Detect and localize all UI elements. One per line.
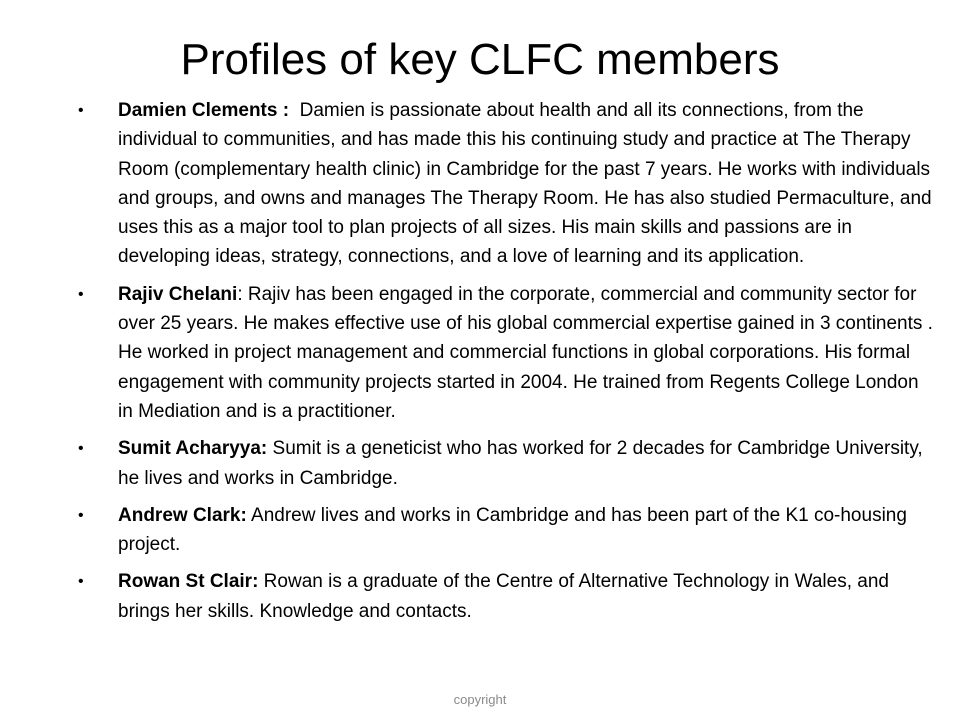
member-description: : Rajiv has been engaged in the corporate, commercial and community sector for over 25 years. He makes effective use of his global commercial expertise gained in 3 continents . He worked in project management and commercial functions in global corporations. His formal engagement with community projects started in 2004. He trained from Regents College London in Mediation and is a practitioner. bbox=[118, 283, 933, 422]
member-profile-rowan-st-clair bbox=[78, 567, 938, 626]
bullet-icon: • bbox=[78, 102, 84, 119]
member-name: Rowan St Clair: bbox=[118, 571, 259, 593]
member-name: Andrew Clark: bbox=[118, 504, 247, 526]
member-description: Rowan is a graduate of the Centre of Alternative Technology in Wales, and brings her skills. Knowledge and contacts. bbox=[118, 571, 889, 622]
member-name: Damien Clements : bbox=[118, 100, 290, 121]
member-profile-list bbox=[78, 96, 938, 634]
member-profile-rajiv-chelani bbox=[78, 280, 938, 426]
member-name: Sumit Acharyya: bbox=[118, 438, 268, 460]
member-description: Damien is passionate about health and all its connections, from the individual to communities, and has made this his continuing study and practice at The Therapy Room (complementary health clinic) in Cambridge for the past 7 years. He works with individuals and groups, and owns and manages The Therapy Room. He has also studied Permaculture, and uses this as a major tool to plan projects of all sizes. His main skills and passions are in developing ideas, strategy, connections, and a love of learning and its application. bbox=[118, 100, 937, 268]
member-description: Andrew lives and works in Cambridge and has been part of the K1 co-housing project. bbox=[118, 504, 907, 556]
member-description: Sumit is a geneticist who has worked for 2 decades for Cambridge University, he lives and works in Cambridge. bbox=[118, 438, 923, 489]
slide-title: Profiles of key CLFC members bbox=[180, 35, 780, 85]
bullet-icon: • bbox=[78, 440, 84, 458]
member-profile-damien-clements bbox=[78, 96, 938, 272]
member-profile-andrew-clark bbox=[78, 501, 938, 560]
copyright-footer: copyright bbox=[453, 692, 507, 707]
bullet-icon: • bbox=[78, 285, 84, 303]
member-profile-sumit-acharyya bbox=[78, 434, 938, 493]
member-name: Rajiv Chelani bbox=[118, 283, 238, 305]
bullet-icon: • bbox=[78, 573, 84, 591]
bullet-icon: • bbox=[78, 506, 84, 524]
